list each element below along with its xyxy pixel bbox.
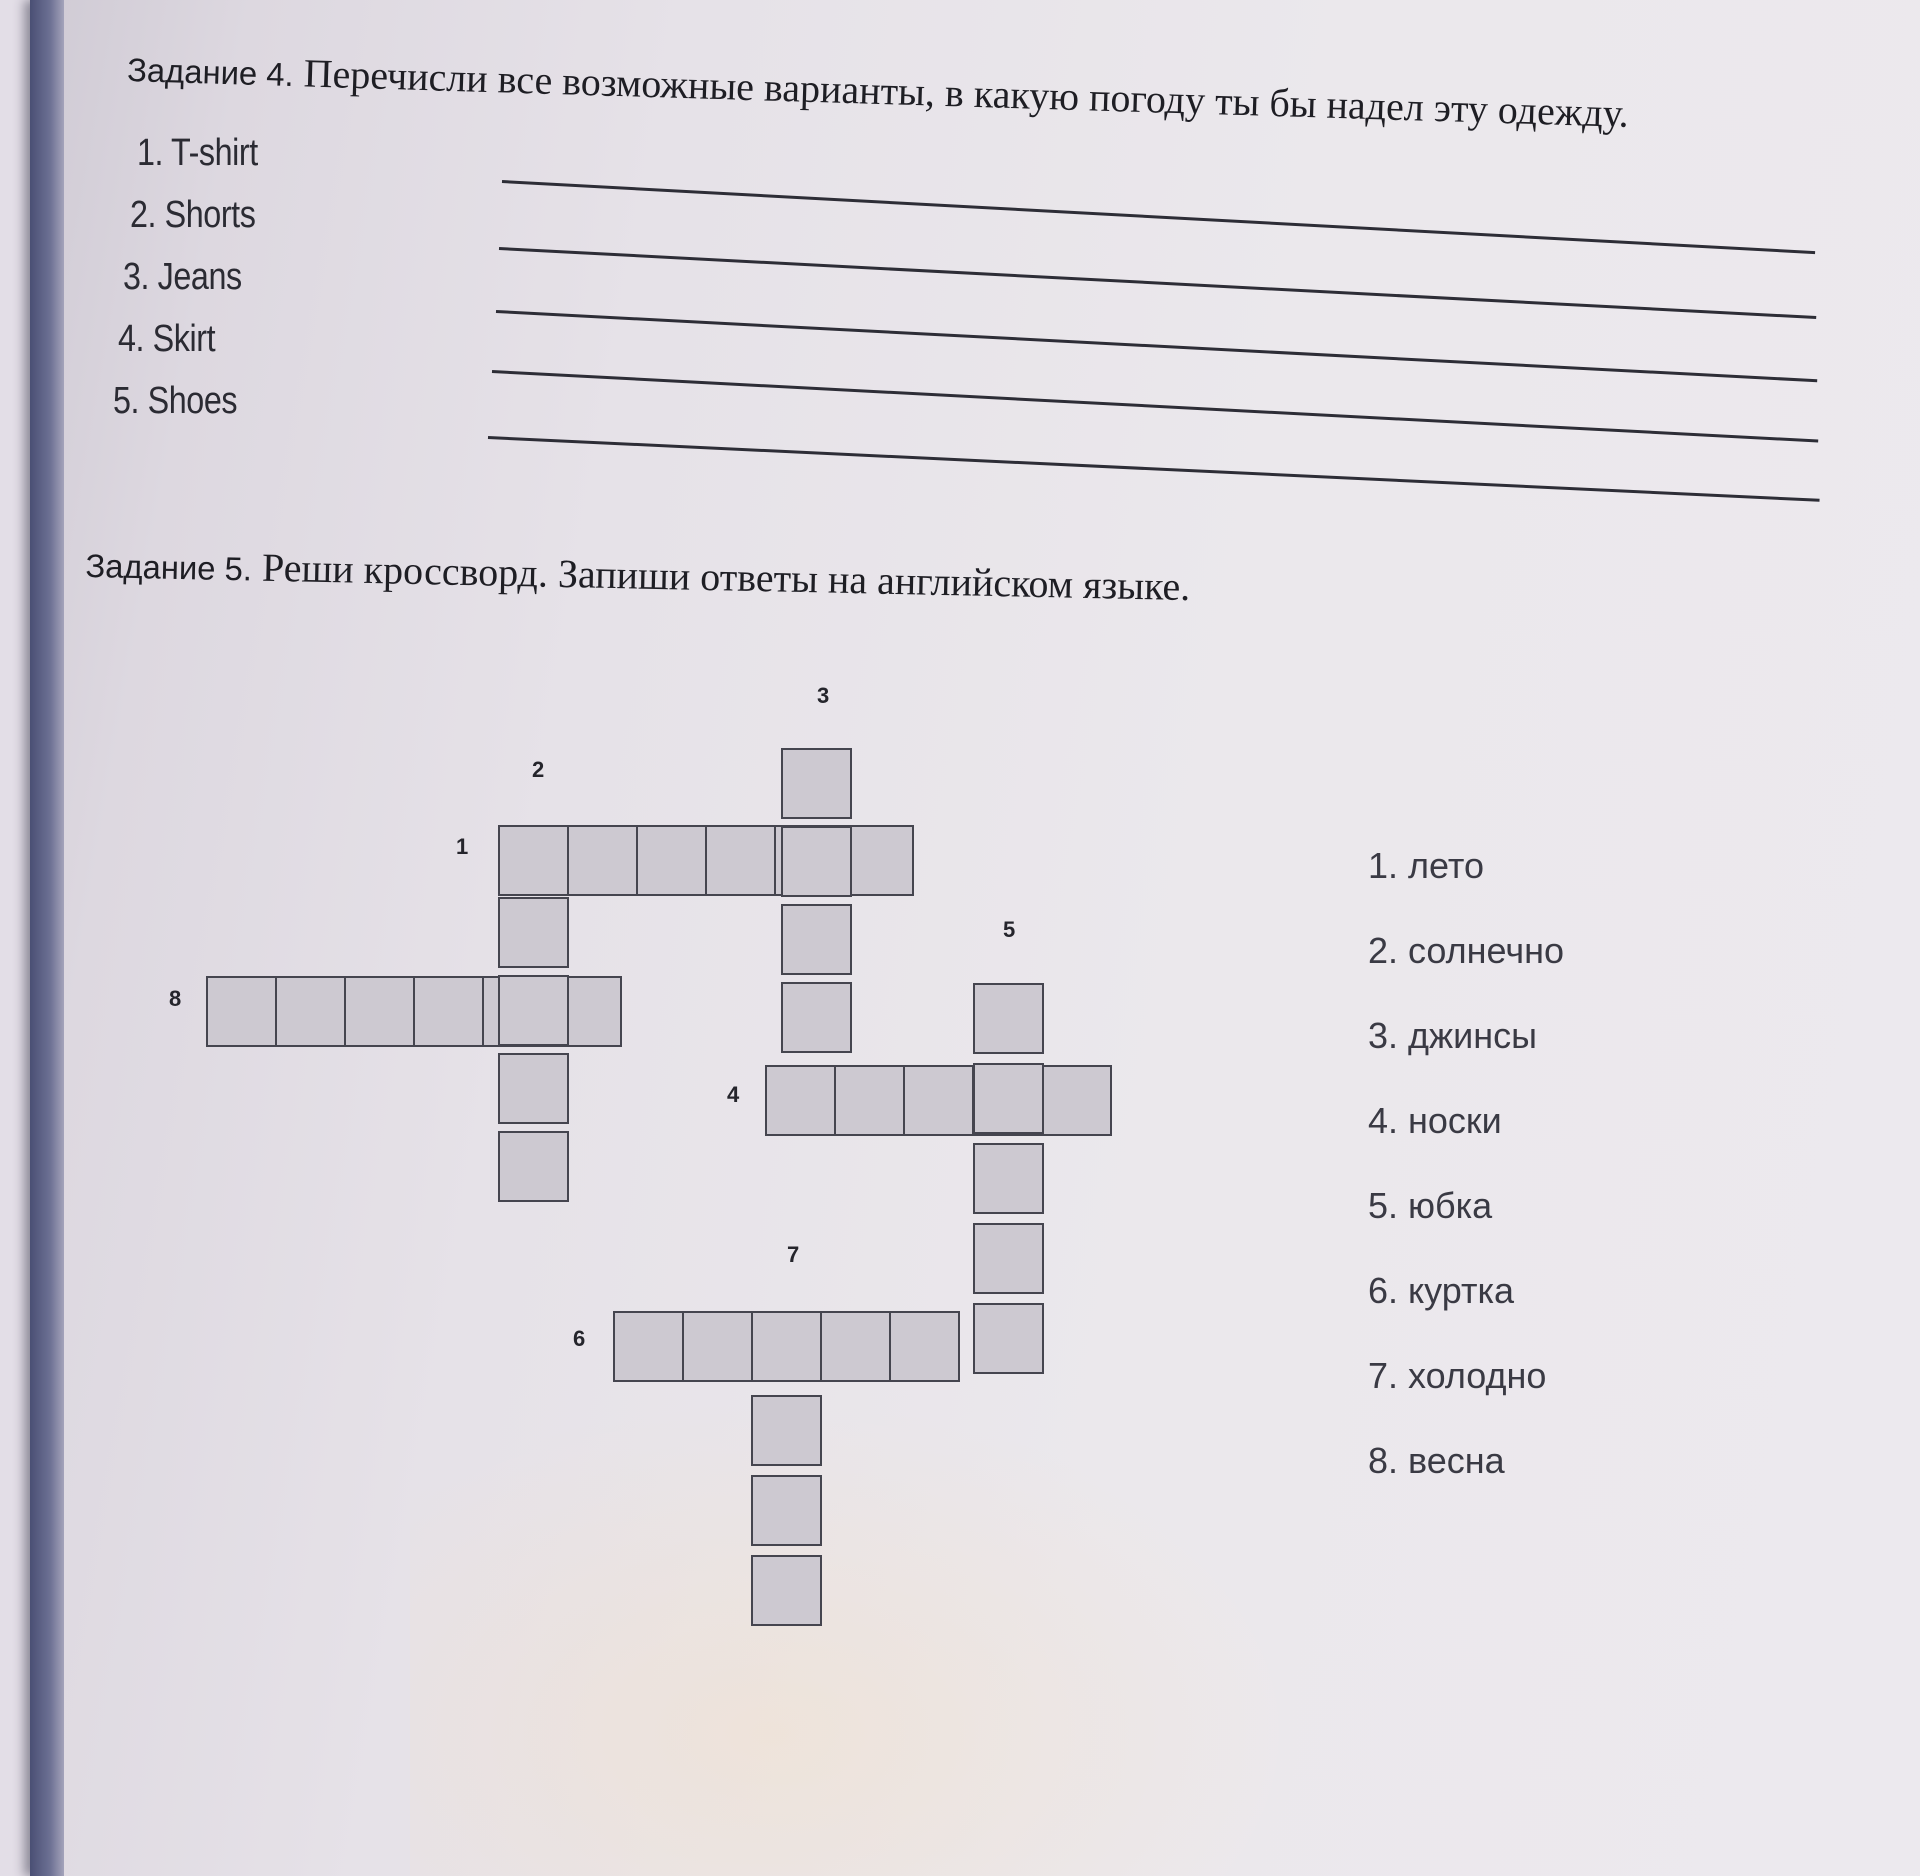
crossword-cell-down-5-2[interactable] [974, 1064, 1043, 1133]
crossword-cell-down-3-1[interactable] [782, 749, 851, 818]
crossword-cell-across-1-4[interactable] [706, 826, 775, 895]
crossword-cell-down-2-2[interactable] [499, 976, 568, 1045]
clothes-item-shoes: 5. Shoes [113, 380, 238, 422]
clothes-item-skirt: 4. Skirt [118, 318, 216, 360]
task5-label: Задание 5. [85, 546, 253, 588]
crossword-cell-down-2-3[interactable] [499, 1054, 568, 1123]
crossword-cell-across-8-4[interactable] [414, 977, 483, 1046]
clue-item-7: 7. холодно [1368, 1355, 1547, 1396]
crossword-cell-across-6-5[interactable] [890, 1312, 959, 1381]
crossword-cell-across-8-1[interactable] [207, 977, 276, 1046]
crossword-cell-down-3-4[interactable] [782, 983, 851, 1052]
clue-item-2: 2. солнечно [1368, 930, 1565, 971]
clue-number-1: 1 [456, 834, 469, 859]
crossword-cell-across-1-3[interactable] [637, 826, 706, 895]
crossword-cells [207, 749, 1111, 1625]
task5-instruction: Реши кроссворд. Запиши ответы на английском языке. [261, 544, 1191, 610]
clue-number-4: 4 [727, 1082, 740, 1107]
crossword-cell-across-6-1[interactable] [614, 1312, 683, 1381]
crossword-cell-down-5-5[interactable] [974, 1304, 1043, 1373]
crossword-cell-across-4-1[interactable] [766, 1066, 835, 1135]
crossword-cell-across-6-2[interactable] [683, 1312, 752, 1381]
clue-number-5: 5 [1003, 917, 1016, 942]
crossword-cell-across-4-5[interactable] [1042, 1066, 1111, 1135]
task4-label: Задание 4. [126, 50, 295, 94]
clue-item-6: 6. куртка [1368, 1270, 1515, 1311]
crossword-cell-across-1-2[interactable] [568, 826, 637, 895]
crossword-cell-across-6-3[interactable] [752, 1312, 821, 1381]
crossword-cell-down-2-4[interactable] [499, 1132, 568, 1201]
crossword-cell-down-2-1[interactable] [499, 898, 568, 967]
task4-instruction: Перечисли все возможные варианты, в какую погоду ты бы надел эту одежду. [303, 50, 1630, 136]
crossword-cell-down-7-2[interactable] [752, 1476, 821, 1545]
crossword-cell-down-5-3[interactable] [974, 1144, 1043, 1213]
clue-number-6: 6 [573, 1326, 586, 1351]
crossword-cell-down-5-1[interactable] [974, 984, 1043, 1053]
crossword-cell-across-4-3[interactable] [904, 1066, 973, 1135]
clothes-item-tshirt: 1. T-shirt [137, 132, 258, 174]
clothes-item-shorts: 2. Shorts [130, 194, 256, 236]
crossword-cell-down-3-3[interactable] [782, 905, 851, 974]
clue-number-2: 2 [532, 757, 545, 782]
clue-number-3: 3 [817, 683, 830, 708]
crossword-cell-across-1-6[interactable] [844, 826, 913, 895]
clue-item-3: 3. джинсы [1368, 1015, 1537, 1056]
clue-number-8: 8 [169, 986, 182, 1011]
crossword-cell-across-8-2[interactable] [276, 977, 345, 1046]
clue-number-7: 7 [787, 1242, 800, 1267]
crossword-cell-across-8-3[interactable] [345, 977, 414, 1046]
crossword-cell-down-3-2[interactable] [782, 827, 851, 896]
crossword-cell-down-7-1[interactable] [752, 1396, 821, 1465]
clue-item-1: 1. лето [1368, 845, 1484, 886]
crossword-cell-across-6-4[interactable] [821, 1312, 890, 1381]
crossword-cell-across-1-1[interactable] [499, 826, 568, 895]
clue-item-8: 8. весна [1368, 1440, 1505, 1481]
clothes-item-jeans: 3. Jeans [123, 256, 242, 298]
crossword-cell-across-4-2[interactable] [835, 1066, 904, 1135]
crossword-cell-down-5-4[interactable] [974, 1224, 1043, 1293]
clue-item-5: 5. юбка [1368, 1185, 1493, 1226]
crossword-cell-down-7-3[interactable] [752, 1556, 821, 1625]
clue-item-4: 4. носки [1368, 1100, 1502, 1141]
